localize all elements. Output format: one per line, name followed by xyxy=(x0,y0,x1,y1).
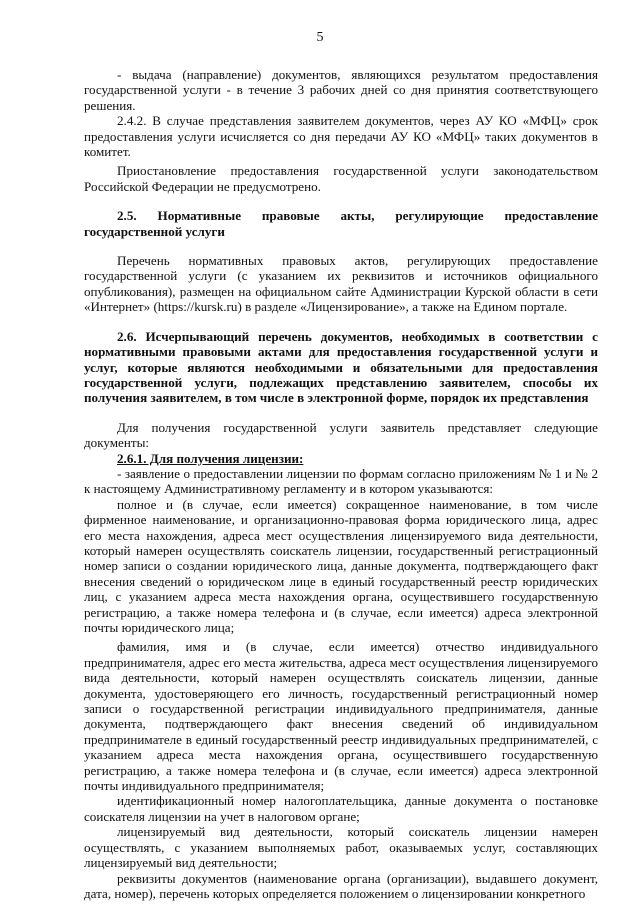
paragraph-individual-entrepreneur: фамилия, имя и (в случае, если имеется) отчество индивидуального предпринимателя, адрес его места жительства, адреса мест осуществления лицензируемого вида деятельности, который намерен осуществлять соискатель лицензии, данные документа, удостоверяющего его личность, государственный регистрационный номер записи о государственной регистрации индивидуального предпринимателя, данные документа, подтверждающего факт внесения сведений об индивидуальном предпринимателе в единый государственный реестр индивидуальных предпринимателей, с указанием адреса места нахождения органа, осуществившего государственную регистрацию, а также номера телефона и (в случае, если имеется) адреса электронной почты индивидуального предпринимателя; xyxy=(84,639,598,794)
paragraph-issuance: - выдача (направление) документов, являющихся результатом предоставления государственной услуги - в течение 3 рабочих дней со дня принятия соответствующего решения. xyxy=(84,67,598,113)
document-body xyxy=(84,67,598,901)
paragraph-licensed-activity: лицензируемый вид деятельности, который соискатель лицензии намерен осуществлять, с указанием выполняемых работ, оказываемых услуг, составляющих лицензируемый вид деятельности; xyxy=(84,824,598,871)
paragraph-2-4-2: 2.4.2. В случае представления заявителем документов, через АУ КО «МФЦ» срок предоставления услуги исчисляется со дня передачи АУ КО «МФЦ» таких документов в комитет. xyxy=(84,113,598,160)
subsection-heading-2-6-1: 2.6.1. Для получения лицензии: xyxy=(117,450,304,466)
section-heading-2-5: 2.5. Нормативные правовые акты, регулирующие предоставление государственной услуги xyxy=(84,208,598,239)
paragraph-suspension: Приостановление предоставления государственной услуги законодательством Российской Федерации не предусмотрено. xyxy=(84,163,598,194)
section-heading-2-6: 2.6. Исчерпывающий перечень документов, необходимых в соответствии с нормативными правовыми актами для предоставления государственной услуги и услуг, которые являются необходимыми и обязательными для предоставления государственной услуги, подлежащих представлению заявителем, способы их получения заявителем, в том числе в электронной форме, порядок их представления xyxy=(84,328,598,406)
paragraph-legal-entity: полное и (в случае, если имеется) сокращенное наименование, в том числе фирменное наименование, и организационно-правовая форма юридического лица, адрес его места нахождения, адреса мест осуществления лицензируемого вида деятельности, который намерен осуществлять соискатель лицензии, государственный регистрационный номер записи о создании юридического лица, данные документа, подтверждающего факт внесения сведений о юридическом лице в единый государственный реестр юридических лиц, с указанием адреса места нахождения органа, осуществившего государственную регистрацию, а также номера телефона и (в случае, если имеется) адреса электронной почты юридического лица; xyxy=(84,496,598,635)
paragraph-regulatory-acts: Перечень нормативных правовых актов, регулирующих предоставление государственной услуги (с указанием их реквизитов и источников официального опубликования), размещен на официальном сайте Администрации Курской области в сети «Интернет» (https://kursk.ru) в разделе «Лицензирование», а также на Едином портале. xyxy=(84,253,598,315)
paragraph-taxpayer-id: идентификационный номер налогоплательщика, данные документа о постановке соискателя лицензии на учет в налоговом органе; xyxy=(84,793,598,824)
paragraph-documents-intro: Для получения государственной услуги заявитель представляет следующие документы: xyxy=(84,419,598,451)
paragraph-document-details: реквизиты документов (наименование органа (организации), выдавшего документ, дата, номер), перечень которых определяется положением о лицензировании конкретного xyxy=(84,870,598,901)
page-number: 5 xyxy=(316,30,324,45)
paragraph-application: - заявление о предоставлении лицензии по формам согласно приложениям № 1 и № 2 к настоящему Административному регламенту и в котором указываются: xyxy=(84,465,598,497)
